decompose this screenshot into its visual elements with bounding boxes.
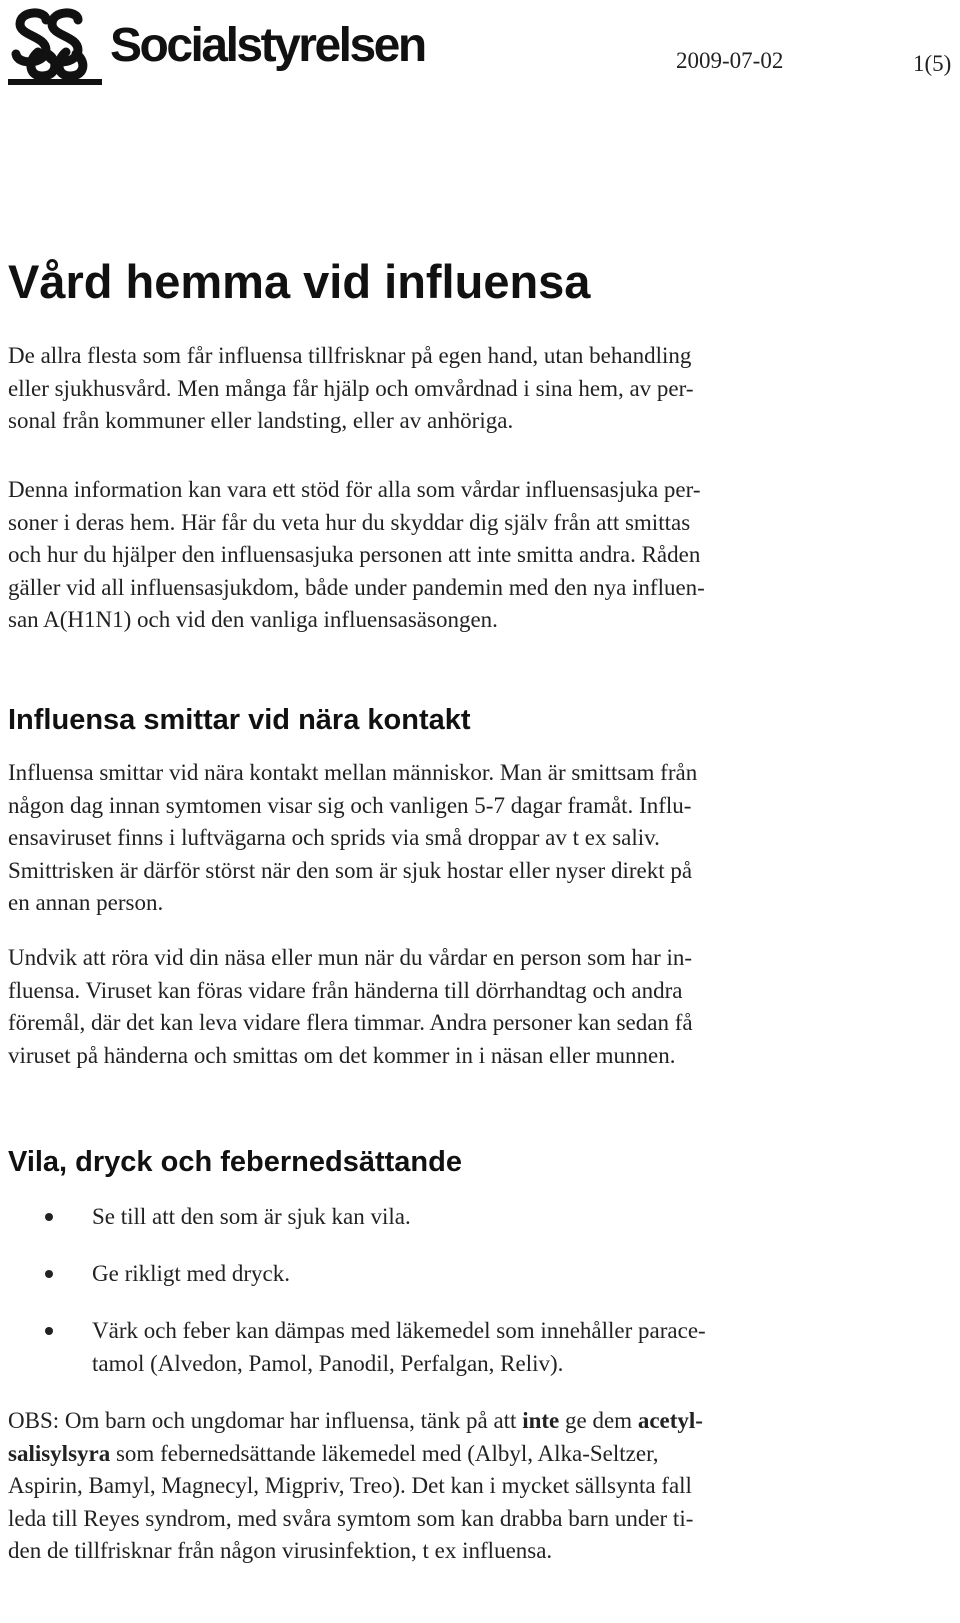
text-line: en annan person. [8,890,164,915]
obs-text: ge dem [559,1408,638,1433]
text-line: viruset på händerna och smittas om det kommer in i näsan eller munnen. [8,1042,676,1068]
obs-emphasis-salisylsyra: salisylsyra [8,1440,111,1466]
text-line: Se till att den som är sjuk kan vila. [92,1204,411,1229]
page-title: Vård hemma vid influensa [8,255,591,308]
text-line: Aspirin, Bamyl, Magnecyl, Migpriv, Treo). Det kan i mycket sällsynta fall [8,1473,692,1498]
text-line: Ge rikligt med dryck. [92,1261,291,1286]
text-line: Undvik att röra vid din näsa eller mun när du vårdar en person som har in- [8,945,693,970]
obs-emphasis-acetyl: acetyl- [637,1408,703,1433]
text-line: den de tillfrisknar från någon virusinfektion, t ex influensa. [8,1538,553,1563]
text-line: leda till Reyes syndrom, med svåra symtom som kan drabba barn under ti- [8,1505,694,1531]
bullet-icon [45,1270,53,1278]
obs-paragraph [8,1405,898,1568]
contact-paragraph-1 [8,757,898,920]
intro-paragraph-2 [8,474,898,637]
brand-wordmark: Socialstyrelsen [110,19,425,72]
text-line [8,1405,898,1438]
text-line: föremål, där det kan leva vidare flera timmar. Andra personer kan sedan få [8,1010,693,1035]
text-line: eller sjukhusvård. Men många får hjälp och omvårdnad i sina hem, av per- [8,375,694,401]
text-line: sonal från kommuner eller landsting, eller av anhöriga. [8,408,514,433]
text-line: Värk och feber kan dämpas med läkemedel som innehåller parace- [92,1318,706,1343]
text-line: fluensa. Viruset kan föras vidare från händerna till dörrhandtag och andra [8,977,683,1003]
section-heading-rest: Vila, dryck och febernedsättande [8,1146,462,1178]
obs-text: OBS: Om barn och ungdomar har influensa, tänk på att [8,1408,523,1433]
contact-paragraph-2 [8,942,898,1072]
intro-paragraph-1 [8,340,898,438]
text-line: Smittrisken är därför störst när den som är sjuk hostar eller nyser direkt på [8,857,693,883]
text-line: Influensa smittar vid nära kontakt mellan människor. Man är smittsam från [8,760,698,785]
text-line: soner i deras hem. Här får du veta hur du skyddar dig själv från att smittas [8,509,691,535]
text-line [8,1438,898,1471]
text-line: Denna information kan vara ett stöd för alla som vårdar influensasjuka per- [8,477,701,502]
text-line: san A(H1N1) och vid den vanliga influensasäsongen. [8,607,498,632]
text-line: tamol (Alvedon, Pamol, Panodil, Perfalgan, Reliv). [92,1350,564,1376]
obs-emphasis-inte: inte [522,1408,560,1433]
text-line: ensaviruset finns i luftvägarna och sprids via små droppar av t ex saliv. [8,825,660,850]
section-heading-contact: Influensa smittar vid nära kontakt [8,704,471,736]
text-line: någon dag innan symtomen visar sig och vanligen 5-7 dagar framåt. Influ- [8,792,692,818]
text-line: gäller vid all influensasjukdom, både under pandemin med den nya influen- [8,574,705,600]
obs-text: som febernedsättande läkemedel med (Albyl, Alka-Seltzer, [110,1440,659,1466]
page-number: 1(5) [913,51,952,76]
bullet-icon [45,1327,53,1335]
socialstyrelsen-logo-icon [6,6,104,86]
document-date: 2009-07-02 [676,48,784,73]
text-line: och hur du hjälper den influensasjuka personen att inte smitta andra. Råden [8,542,701,567]
bullet-icon [45,1213,53,1221]
text-line: De allra flesta som får influensa tillfrisknar på egen hand, utan behandling [8,343,692,368]
